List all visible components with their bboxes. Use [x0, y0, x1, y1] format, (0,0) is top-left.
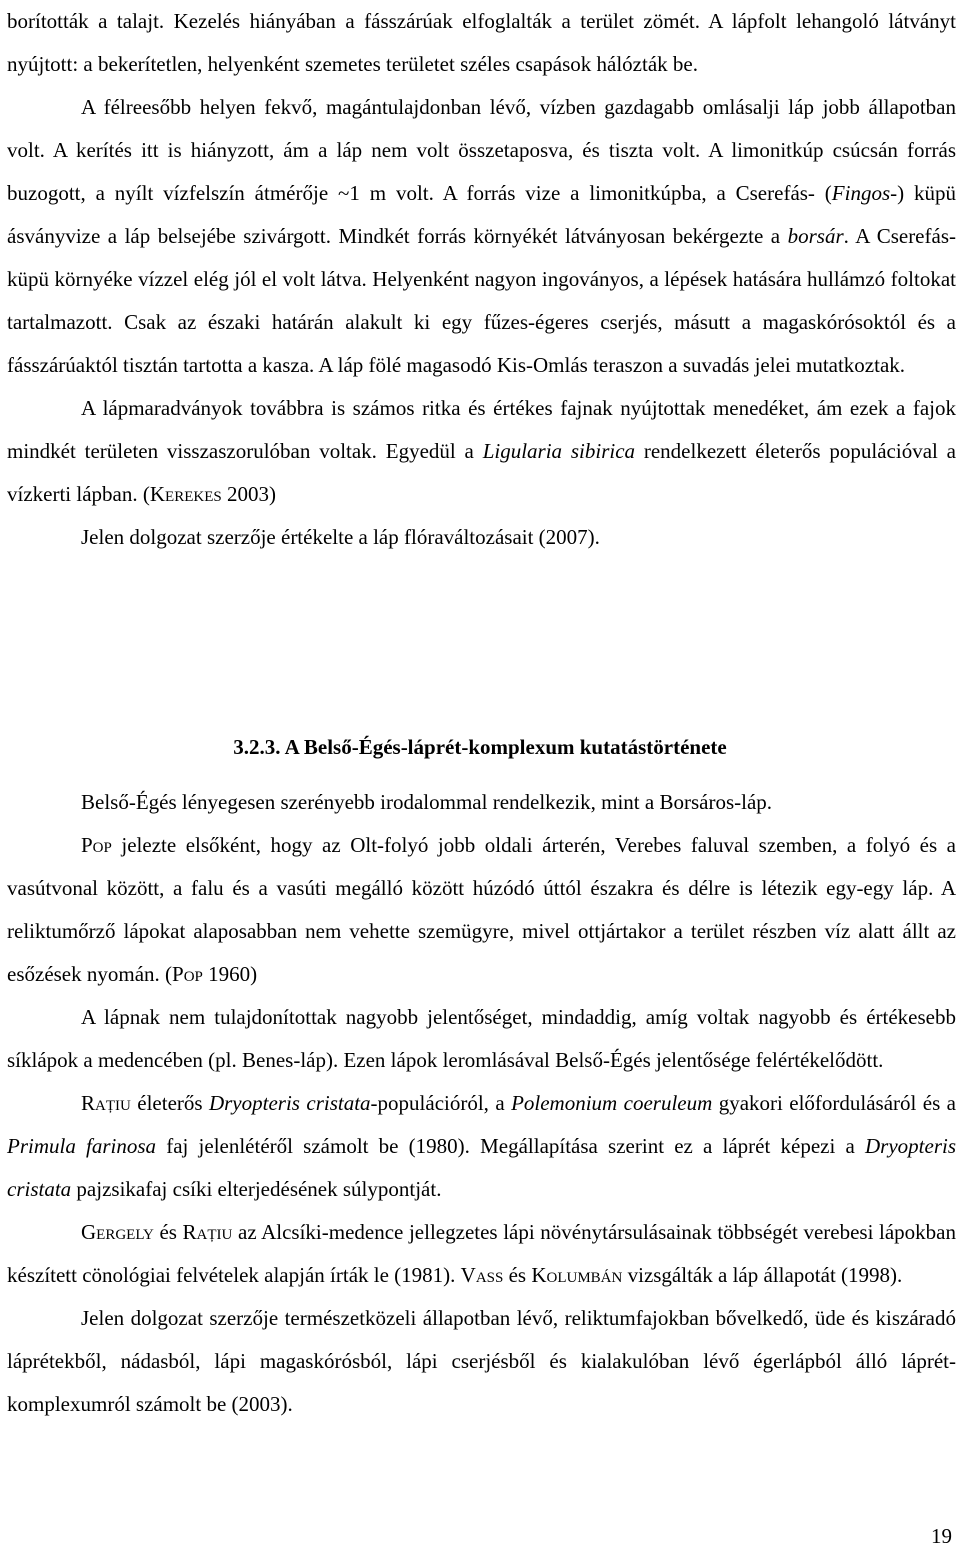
paragraph [0, 516, 960, 559]
text-run: vizsgálták a láp állapotát (1998). [622, 1263, 903, 1287]
section-number: 3.2.3. [233, 735, 281, 759]
author-name: Vass [460, 1263, 504, 1287]
italic-term: Dryopteris cristata [208, 1091, 371, 1115]
italic-term: Polemonium coeruleum [511, 1091, 713, 1115]
section-heading [0, 726, 960, 769]
italic-term: Primula farinosa [7, 1134, 157, 1158]
italic-term: Fingos- [831, 181, 898, 205]
text-run: és [153, 1220, 183, 1244]
italic-term: Ligularia sibirica [482, 439, 636, 463]
author-name: Gergely [81, 1220, 154, 1244]
text-run: Belső-Égés lényegesen szerényebb irodalommal rendelkezik, mint a Borsáros-láp. [81, 790, 773, 814]
text-run: faj jelenlétéről számolt be (1980). Megállapítása szerint ez a láprét képezi a [156, 1134, 865, 1158]
text-run: Jelen dolgozat szerzője természetközeli állapotban lévő, reliktumfajokban bővelkedő, üde és kiszáradó láprétekből, nádasból, lápi magaskórósból, lápi cserjésből és kialakulóban lévő égerlápból álló láprét-komplexumról számolt be (2003). [7, 1306, 956, 1416]
text-run: életerős [130, 1091, 209, 1115]
paragraph [0, 1297, 960, 1426]
text-run: 1960) [202, 962, 258, 986]
text-run: A lápnak nem tulajdonítottak nagyobb jelentőséget, mindaddig, amíg voltak nagyobb és értékesebb síklápok a medencében (pl. Benes-láp). Ezen lápok leromlásával Belső-Égés jelentősége felértékelődött. [7, 1005, 956, 1072]
body-text-bottom [0, 781, 960, 1426]
author-name: Pop [81, 833, 112, 857]
text-run: borították a talajt. Kezelés hiányában a fásszárúak elfoglalták a terület zömét. A lápfolt lehangoló látványt nyújtott: a bekerítetlen, helyenként szemetes területet széles csapások hálózták be. [7, 9, 956, 76]
text-run: és [503, 1263, 532, 1287]
italic-term: Dryopteris cristata [7, 1134, 956, 1201]
author-name: Pop [172, 962, 203, 986]
author-name: Kerekes [149, 482, 222, 506]
text-run: A félreesőbb helyen fekvő, magántulajdonban lévő, vízben gazdagabb omlásalji láp jobb állapotban volt. A kerítés itt is hiányzott, ám a láp nem volt összetaposva, és tiszta volt. A limonitkúp csúcsán forrás buzogott, a nyílt vízfelszín átmérője ~1 m volt. A forrás vize a limonitkúpba, a Cserefás- ( [7, 95, 956, 205]
page-number: 19 [931, 1524, 952, 1548]
author-name: Rațiu [182, 1220, 233, 1244]
text-run: ) küpü ásványvize a láp belsejébe szivárgott. Mindkét forrás környékét látványosan bekérgezte a [7, 181, 956, 248]
paragraph [0, 781, 960, 824]
text-run: az Alcsíki-medence jellegzetes lápi növénytársulásainak többségét verebesi lápokban készített cönológiai felvételek alapján írták le (1981). [7, 1220, 956, 1287]
paragraph [0, 387, 960, 516]
text-run: rendelkezett életerős populációval a vízkerti lápban. ( [7, 439, 956, 506]
author-name: Kolumbán [531, 1263, 623, 1287]
author-name: Rațiu [81, 1091, 131, 1115]
text-run: . A Cserefás-küpü környéke vízzel elég jól el volt látva. Helyenként nagyon ingoványos, a lépések hatására hullámzó foltokat tartalmazott. Csak az északi határán alakult ki egy fűzes-égeres cserjés, másutt a magaskórósoktól és a fásszárúaktól tisztán tartotta a kasza. A láp fölé magasodó Kis-Omlás teraszon a suvadás jelei mutatkoztak. [7, 224, 956, 377]
paragraph [0, 0, 960, 86]
body-text-top [0, 0, 960, 559]
text-run: Jelen dolgozat szerzője értékelte a láp flóraváltozásait (2007). [81, 525, 600, 549]
text-run: 2003) [221, 482, 276, 506]
text-run: A lápmaradványok továbbra is számos ritka és értékes fajnak nyújtottak menedéket, ám ezek a fajok mindkét területen visszaszorulóban voltak. Egyedül a [7, 396, 956, 463]
paragraph [0, 86, 960, 387]
italic-term: borsár [787, 224, 844, 248]
paragraph [0, 824, 960, 996]
text-run: -populációról, a [370, 1091, 512, 1115]
text-run: pajzsikafaj csíki elterjedésének súlypontját. [71, 1177, 442, 1201]
paragraph [0, 1082, 960, 1211]
paragraph [0, 1211, 960, 1297]
text-run: jelezte elsőként, hogy az Olt-folyó jobb oldali árterén, Verebes faluval szemben, a folyó és a vasútvonal között, a falu és a vasúti megálló között húzódó úttól északra és délre is létezik egy-egy láp. A reliktumőrző lápokat alaposabban nem vehette szemügyre, mivel ottjártakor a terület részben víz alatt állt az esőzések nyomán. ( [7, 833, 956, 986]
paragraph [0, 996, 960, 1082]
text-run: gyakori előfordulásáról és a [712, 1091, 956, 1115]
section-title: A Belső-Égés-láprét-komplexum kutatástörténete [284, 735, 727, 759]
